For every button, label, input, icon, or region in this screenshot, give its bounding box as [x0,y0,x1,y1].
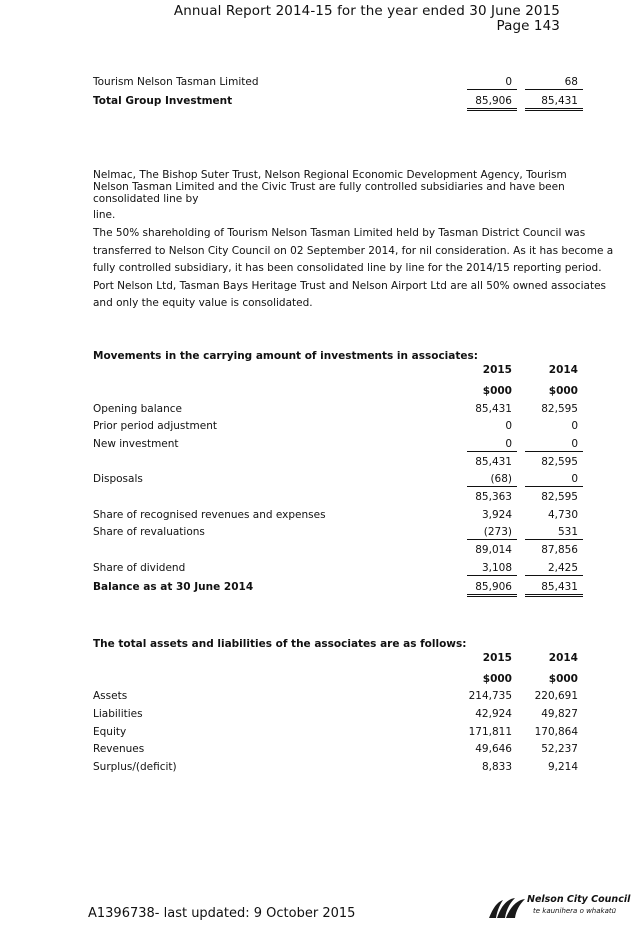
col-2014-header: 2014 [548,364,578,376]
table-row [93,438,583,454]
subtotal-row [93,456,583,472]
paragraph-line: Port Nelson Ltd, Tasman Bays Heritage Trust and Nelson Airport Ltd are all 50% owned associates [93,280,607,292]
value-2015: (68) [467,473,517,487]
paragraph-line: and only the equity value is consolidated. [93,297,313,309]
unit-header-row [93,673,583,689]
value-2014: 52,237 [541,743,578,755]
row-label: Liabilities [93,708,143,720]
value-2015: 214,735 [468,690,512,702]
consolidation-note: Nelmac, The Bishop Suter Trust, Nelson Regional Economic Development Agency, Tourism Nelson Tasman Limited and the Civic Trust are fully controlled subsidiaries and have been consolidated line by [93,169,567,205]
value-2015: (273) [467,526,517,540]
row-label: Revenues [93,743,145,755]
value-2015: 85,906 [467,95,517,111]
row-label: Share of revaluations [93,526,205,538]
logo-tagline: te kaunihera o whakatū [533,907,617,915]
value-2014: 82,595 [541,456,578,468]
value-2015: 0 [467,438,517,452]
col-2015-header: 2015 [482,364,512,376]
col-2015-header: 2015 [482,652,512,664]
table-row [93,403,583,419]
value-2015: 85,431 [475,456,512,468]
value-2015: 171,811 [468,726,512,738]
value-2015: 8,833 [481,761,512,773]
value-2014: 85,431 [525,581,583,597]
column-header-row [93,652,583,668]
row-label: Assets [93,690,128,702]
row-label: Surplus/(deficit) [93,761,177,773]
subtotal-row [93,544,583,560]
value-2015: 3,924 [481,509,512,521]
table-row-total [93,581,583,597]
paragraph-line: transferred to Nelson City Council on 02 September 2014, for nil consideration. As it has become a [93,245,614,257]
value-2015: 0 [505,420,512,432]
table-row [93,76,583,92]
unit-header-row [93,385,583,401]
logo-name: Nelson City Council [527,894,631,905]
value-2015: 89,014 [475,544,512,556]
row-label: Opening balance [93,403,182,415]
unit-2015: $000 [482,673,512,685]
table-row [93,761,583,777]
value-2015: 0 [467,76,517,90]
associates-title: The total assets and liabilities of the associates are as follows: [93,638,467,650]
row-label: Disposals [93,473,143,485]
table-row [93,726,583,742]
row-label: Tourism Nelson Tasman Limited [93,76,259,88]
row-label: Total Group Investment [93,95,233,107]
value-2014: 49,827 [541,708,578,720]
value-2014: 170,864 [534,726,578,738]
movements-title: Movements in the carrying amount of investments in associates: [93,350,478,362]
value-2014: 531 [525,526,583,540]
value-2014: 0 [525,473,583,487]
table-row [93,562,583,578]
value-2014: 2,425 [525,562,583,576]
value-2015: 49,646 [475,743,512,755]
value-2014: 82,595 [541,491,578,503]
table-row [93,473,583,489]
page-number: Page 143 [496,18,560,34]
value-2014: 0 [525,438,583,452]
value-2015: 42,924 [475,708,512,720]
table-row [93,708,583,724]
table-row-total [93,95,583,111]
row-label: Share of dividend [93,562,186,574]
row-label: Equity [93,726,127,738]
report-title: Annual Report 2014-15 for the year ended 30 June 2015 [173,3,560,19]
council-logo [487,892,631,922]
value-2014: 82,595 [541,403,578,415]
nelson-city-council-logo-icon [487,894,527,922]
column-header-row [93,364,583,380]
value-2015: 85,906 [467,581,517,597]
value-2015: 3,108 [467,562,517,576]
table-row [93,743,583,759]
table-row [93,509,583,525]
value-2015: 85,431 [475,403,512,415]
table-row [93,690,583,706]
unit-2014: $000 [548,673,578,685]
row-label: Balance as at 30 June 2014 [93,581,254,593]
unit-2014: $000 [548,385,578,397]
paragraph-line: fully controlled subsidiary, it has been consolidated line by line for the 2014/15 reporting period. [93,262,602,274]
value-2015: 85,363 [475,491,512,503]
value-2014: 85,431 [525,95,583,111]
value-2014: 87,856 [541,544,578,556]
value-2014: 220,691 [534,690,578,702]
row-label: Prior period adjustment [93,420,217,432]
unit-2015: $000 [482,385,512,397]
paragraph-line: line. [93,209,116,221]
row-label: Share of recognised revenues and expenses [93,509,326,521]
subtotal-row [93,491,583,507]
row-label: New investment [93,438,179,450]
paragraph-line: The 50% shareholding of Tourism Nelson Tasman Limited held by Tasman District Council was [93,227,586,239]
value-2014: 4,730 [547,509,578,521]
document-reference: A1396738- last updated: 9 October 2015 [88,906,356,921]
value-2014: 9,214 [547,761,578,773]
value-2014: 0 [571,420,578,432]
page-header [174,4,560,34]
value-2014: 68 [525,76,583,90]
table-row [93,526,583,542]
table-row [93,420,583,436]
col-2014-header: 2014 [548,652,578,664]
